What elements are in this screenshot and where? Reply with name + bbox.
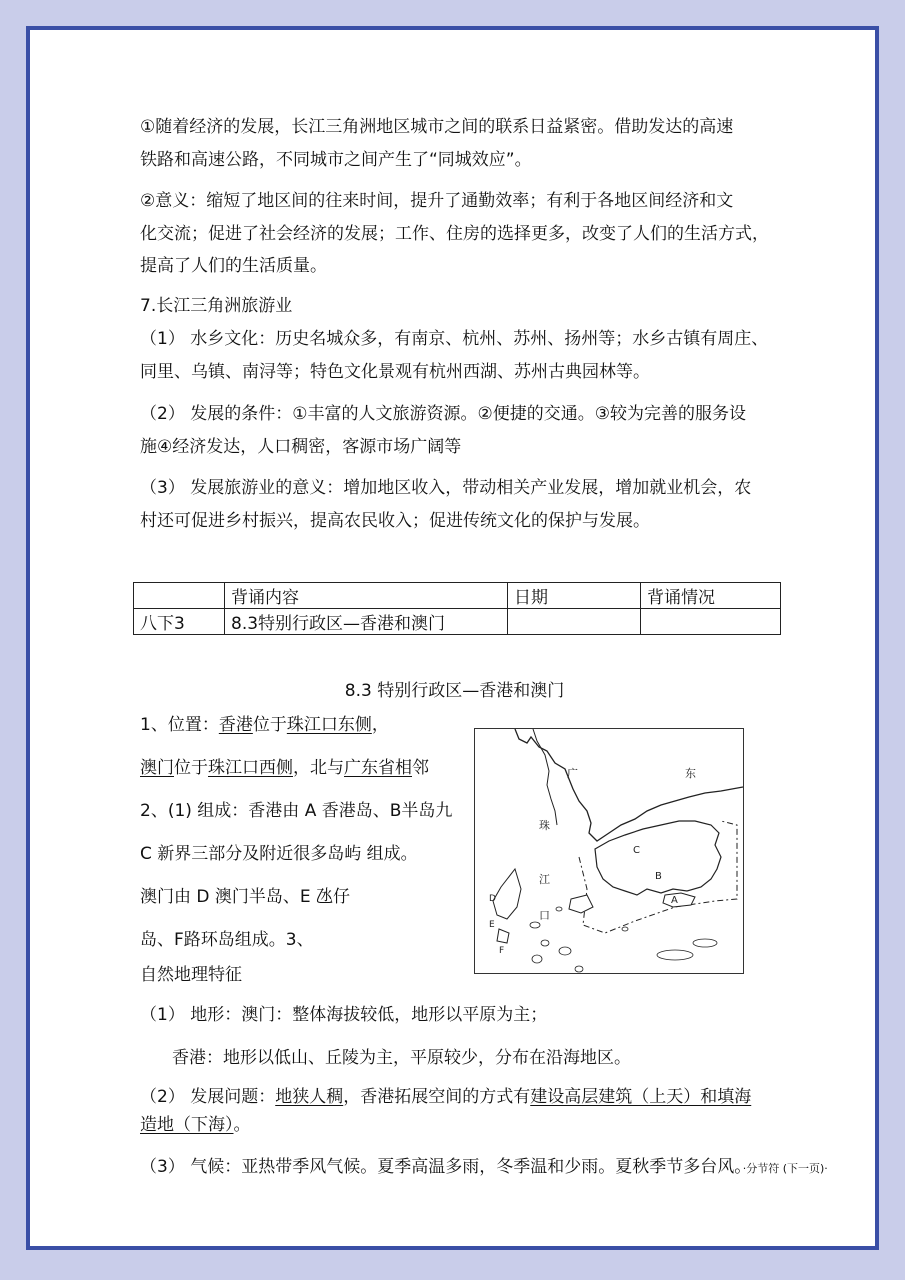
macao-peninsula — [493, 869, 521, 919]
problem-mid: ，香港拓展空间的方式有 — [343, 1087, 531, 1107]
problem-solution-cont: 造地（下海） — [140, 1115, 234, 1135]
islet — [693, 939, 717, 947]
kowloon-new-territories — [595, 821, 721, 895]
paragraph-line: 村还可促进乡村振兴，提高农民收入；促进传统文化的保护与发展。 — [140, 511, 650, 531]
table-cell: 八下3 — [134, 609, 225, 635]
location-line — [140, 708, 389, 743]
paragraph-line: 提高了人们的生活质量。 — [140, 256, 327, 276]
paragraph-line: （2） 发展的条件：①丰富的人文旅游资源。②便捷的交通。③较为完善的服务设 — [140, 404, 746, 424]
problem-key: 地狭人稠 — [275, 1087, 344, 1107]
climate-text: （3） 气候：亚热带季风气候。夏季高温多雨，冬季温和少雨。夏秋季节多台风。 — [140, 1157, 743, 1177]
paragraph-line: 化交流；促进了社会经济的发展；工作、住房的选择更多，改变了人们的生活方式， — [140, 224, 769, 244]
climate-line — [140, 1150, 828, 1186]
label-c: C — [633, 845, 640, 856]
table-header-cell: 背诵内容 — [225, 583, 508, 609]
taipa-island — [497, 929, 509, 943]
section-title: 8.3 特别行政区—香港和澳门 — [344, 681, 565, 701]
label-b: B — [655, 871, 662, 882]
problem-prefix: （2） 发展问题： — [140, 1087, 276, 1107]
label-kou: 口 — [539, 909, 550, 922]
macao-mid: 位于 — [174, 758, 208, 778]
paragraph-line: 施④经济发达，人口稠密，客源市场广阔等 — [140, 437, 462, 457]
map-svg — [475, 729, 743, 973]
paragraph-line: ②意义：缩短了地区间的往来时间，提升了通勤效率；有利于各地区间经济和文 — [140, 191, 734, 211]
table-row — [134, 609, 781, 635]
table-cell — [641, 609, 781, 635]
islet — [575, 966, 583, 972]
islet — [530, 922, 540, 928]
label-e: E — [489, 920, 495, 930]
macao-location: 珠江口西侧 — [208, 758, 293, 778]
location-prefix: 1、位置： — [140, 715, 219, 735]
label-f: F — [499, 946, 505, 956]
macao-location-line — [140, 751, 429, 786]
macao-name: 澳门 — [140, 758, 174, 778]
location-mid: 位于 — [252, 715, 287, 735]
section-heading: 7.长江三角洲旅游业 — [140, 296, 293, 316]
paragraph-line: 同里、乌镇、南浔等；特色文化景观有杭州西湖、苏州古典园林等。 — [140, 362, 650, 382]
section-break-marker: ·分节符 (下一页)· — [742, 1162, 828, 1175]
islet — [556, 907, 562, 911]
islet — [532, 955, 542, 963]
label-d: D — [489, 894, 496, 904]
table-header-cell: 日期 — [508, 583, 641, 609]
hk-macao-map — [474, 728, 744, 974]
hk-name: 香港 — [218, 715, 253, 735]
composition-line: 自然地理特征 — [140, 965, 242, 985]
label-a: A — [671, 895, 678, 906]
table-header-cell: 背诵情况 — [641, 583, 781, 609]
table-cell — [508, 609, 641, 635]
terrain-line: 香港：地形以低山、丘陵为主，平原较少，分布在沿海地区。 — [172, 1048, 631, 1068]
islet — [541, 940, 549, 946]
paragraph-line: （3） 发展旅游业的意义：增加地区收入，带动相关产业发展，增加就业机会，农 — [140, 478, 752, 498]
islet — [657, 950, 693, 960]
table-header-row — [134, 583, 781, 609]
label-zhu: 珠 — [539, 819, 550, 832]
recitation-table — [133, 582, 781, 635]
paragraph-line: 铁路和高速公路，不同城市之间产生了“同城效应”。 — [140, 150, 532, 170]
paragraph-line: ①随着经济的发展，长江三角洲地区城市之间的联系日益紧密。借助发达的高速 — [140, 117, 734, 137]
label-dong: 东 — [685, 767, 696, 780]
table-cell: 8.3特别行政区—香港和澳门 — [225, 609, 508, 635]
lantau-island — [569, 895, 593, 913]
document-page — [26, 26, 879, 1250]
location-end: ， — [371, 715, 389, 735]
table-header-cell — [134, 583, 225, 609]
problem-end: 。 — [233, 1115, 251, 1135]
label-jiang: 江 — [539, 873, 550, 886]
problem-line-2 — [140, 1108, 251, 1143]
hk-island — [663, 893, 695, 907]
islet — [559, 947, 571, 955]
macao-rest: ，北与 — [293, 758, 344, 778]
guangdong: 广东省 — [344, 758, 395, 778]
xiang: 相 — [395, 758, 412, 778]
composition-line: 澳门由 D 澳门半岛、E 氹仔 — [140, 887, 351, 907]
composition-line: C 新界三部分及附近很多岛屿 组成。 — [140, 844, 418, 864]
composition-line: 岛、F路环岛组成。3、 — [140, 930, 314, 950]
lin: 邻 — [412, 758, 429, 778]
paragraph-line: （1） 水乡文化：历史名城众多，有南京、杭州、苏州、扬州等；水乡古镇有周庄、 — [140, 329, 769, 349]
label-guang: 广 — [567, 767, 578, 780]
hk-location: 珠江口东侧 — [286, 715, 372, 735]
problem-solution: 建设高层建筑（上天）和填海 — [530, 1087, 752, 1107]
terrain-line: （1） 地形：澳门：整体海拔较低，地形以平原为主； — [140, 1005, 548, 1025]
islet — [622, 927, 628, 931]
composition-line: 2、(1) 组成：香港由 A 香港岛、B半岛九 — [140, 801, 453, 821]
